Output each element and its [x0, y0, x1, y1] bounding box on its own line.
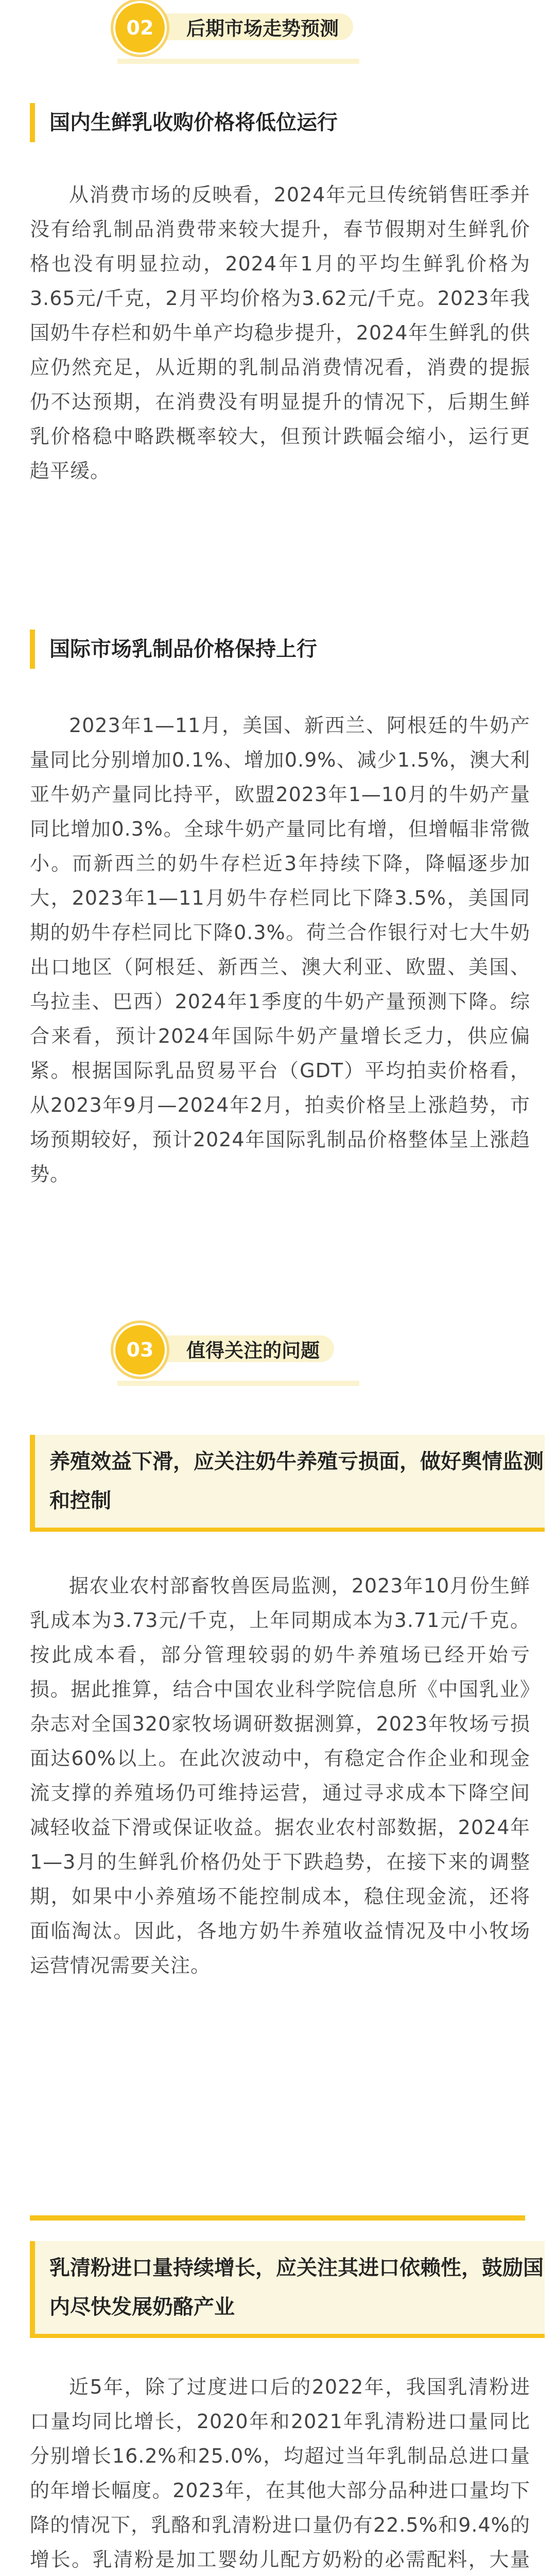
section-divider: [30, 2215, 525, 2221]
section-number-badge: 03: [113, 1323, 167, 1377]
paragraph-international-price: [30, 708, 530, 1192]
sub-heading-domestic-price: 国内生鲜乳收购价格将低位运行: [30, 103, 545, 142]
section-header-03: [113, 1323, 443, 1398]
section-title: 后期市场走势预测: [145, 13, 353, 40]
paragraph-text: 从消费市场的反映看，2024年元旦传统销售旺季并没有给乳制品消费带来较大提升，春节假期对生鲜乳价格也没有明显拉动，2024年1月的平均生鲜乳价格为3.65元/千克，2月平均价格为3.62元/千克。2023年我国奶牛存栏和奶牛单产均稳步提升，2024年生鲜乳的供应仍然充足，从近期的乳制品消费情况看，消费的提振仍不达预期，在消费没有明显提升的情况下，后期生鲜乳价格稳中略跌概率较大，但预计跌幅会缩小，运行更趋平缓。: [30, 183, 530, 482]
paragraph-text: 近5年，除了过度进口后的2022年，我国乳清粉进口量均同比增长，2020年和2021年乳清粉进口量同比分别增长16.2%和25.0%，均超过当年乳制品总进口量的年增长幅度。2023年，在其他大部分品种进口量均下降的情况下，乳酪和乳清粉进口量仍有22.5%和9.4%的增长。乳清粉是加工婴幼儿配方奶粉的必需配料，大量: [30, 2376, 530, 2571]
paragraph-text: 2023年1—11月，美国、新西兰、阿根廷的牛奶产量同比分别增加0.1%、增加0.9%、减少1.5%，澳大利亚牛奶产量同比持平，欧盟2023年1—10月的牛奶产量同比增加0.3%。全球牛奶产量同比有增，但增幅非常微小。而新西兰的奶牛存栏近3年持续下降，降幅逐步加大，2023年1—11月奶牛存栏同比下降3.5%，美国同期的奶牛存栏同比下降0.3%。荷兰合作银行对七大牛奶出口地区（阿根廷、新西兰、澳大利亚、欧盟、美国、乌拉圭、巴西）2024年1季度的牛奶产量预测下降。综合来看，预计2024年国际牛奶产量增长乏力，供应偏紧。根据国际乳品贸易平台（GDT）平均拍卖价格看，从2023年9月—2024年2月，拍卖价格呈上涨趋势，市场预期较好，预计2024年国际乳制品价格整体呈上涨趋势。: [30, 714, 530, 1185]
section-title: 值得关注的问题: [145, 1335, 334, 1362]
paragraph-breeding-profit: [30, 1569, 530, 1983]
paragraph-domestic-price: [30, 178, 530, 488]
section-title-underline: [117, 59, 359, 64]
section-number-badge: 02: [113, 1, 167, 55]
sub-heading-international-price: 国际市场乳制品价格保持上行: [30, 630, 545, 669]
paragraph-whey-import: [30, 2370, 530, 2576]
sub-heading-breeding-profit: 养殖效益下滑，应关注奶牛养殖亏损面，做好舆情监测和控制: [30, 1435, 545, 1532]
paragraph-text: 据农业农村部畜牧兽医局监测，2023年10月份生鲜乳成本为3.73元/千克，上年同期成本为3.71元/千克。按此成本看，部分管理较弱的奶牛养殖场已经开始亏损。据此推算，结合中国农业科学院信息所《中国乳业》杂志对全国320家牧场调研数据测算，2023年牧场亏损面达60%以上。在此次波动中，有稳定合作企业和现金流支撑的养殖场仍可维持运营，通过寻求成本下降空间减轻收益下滑或保证收益。据农业农村部数据，2024年1—3月的生鲜乳价格仍处于下跌趋势，在接下来的调整期，如果中小养殖场不能控制成本，稳住现金流，还将面临淘汰。因此，各地方奶牛养殖收益情况及中小牧场运营情况需要关注。: [30, 1574, 530, 1977]
section-title-underline: [117, 1381, 359, 1386]
section-header-02: [113, 1, 443, 76]
sub-heading-whey-import: 乳清粉进口量持续增长，应关注其进口依赖性，鼓励国内尽快发展奶酪产业: [30, 2241, 545, 2338]
